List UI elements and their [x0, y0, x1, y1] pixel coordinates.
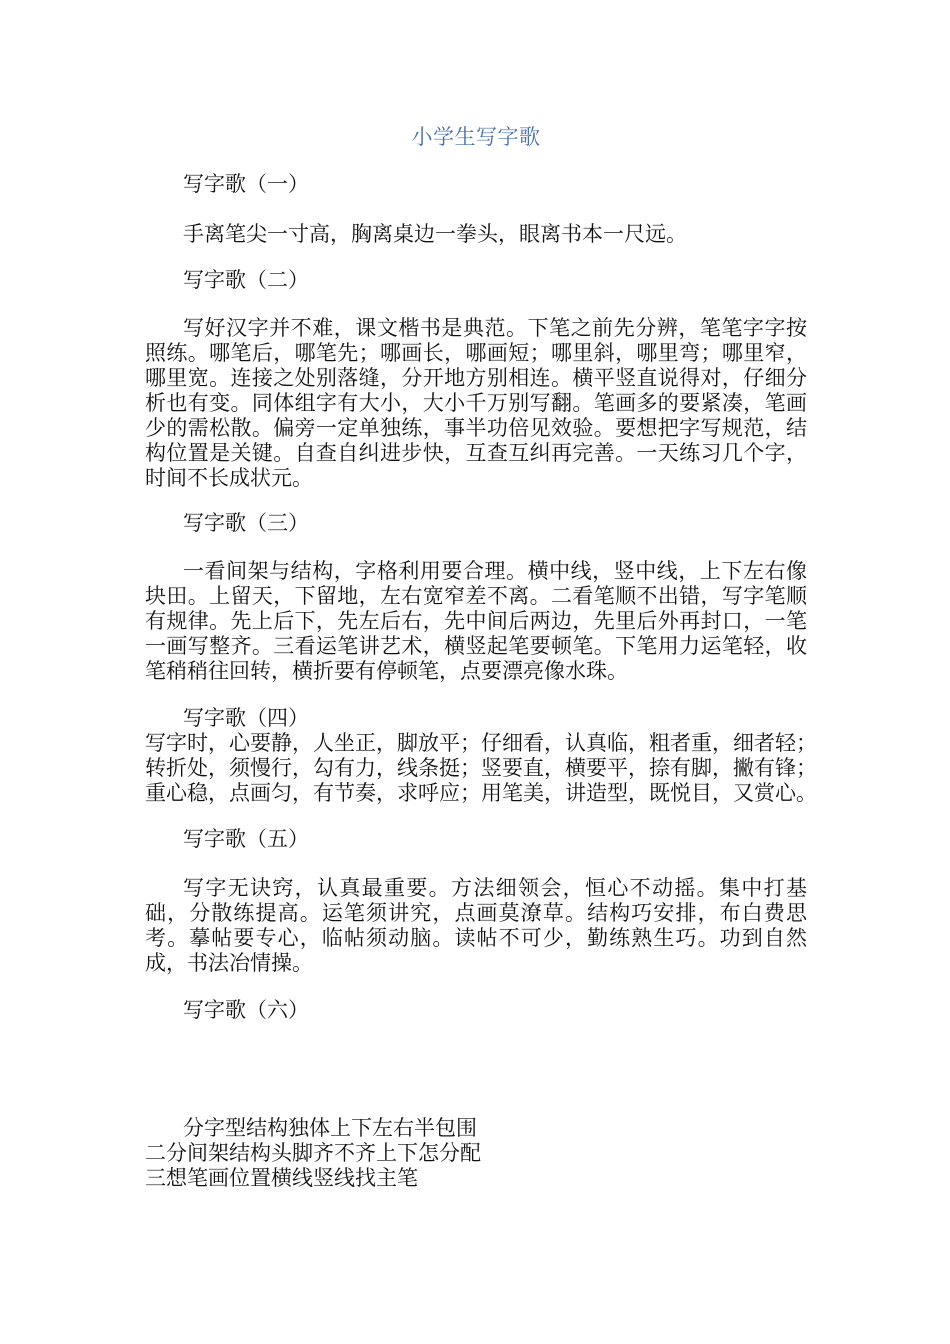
section-4-heading: 写字歌（四） — [183, 706, 309, 730]
section-5-heading: 写字歌（五） — [183, 827, 309, 851]
section-6-verse — [145, 1116, 807, 1191]
section-3-heading: 写字歌（三） — [183, 511, 309, 535]
document-title: 小学生写字歌 — [411, 125, 541, 149]
section-4-line: 转折处，须慢行，勾有力，线条挺；竖要直，横要平，捺有脚，撇有锋； — [145, 756, 817, 780]
section-2-heading: 写字歌（二） — [183, 268, 309, 292]
section-3-body: 一看间架与结构，字格利用要合理。横中线，竖中线，上下左右像块田。上留天，下留地，左右宽窄差不离。二看笔顺不出错，写字笔顺有规律。先上后下，先左后右，先中间后两边，先里后外再封口，一笔一画写整齐。三看运笔讲艺术，横竖起笔要顿笔。下笔用力运笔轻，收笔稍稍往回转，横折要有停顿笔，点要漂亮像水珠。 — [145, 559, 807, 683]
section-4-line: 重心稳，点画匀，有节奏，求呼应；用笔美，讲造型，既悦目，又赏心。 — [145, 781, 817, 805]
section-4-verse — [145, 731, 817, 806]
section-1-body: 手离笔尖一寸高，胸离桌边一拳头，眼离书本一尺远。 — [183, 222, 687, 246]
section-6-line: 三想笔画位置横线竖线找主笔 — [145, 1166, 418, 1190]
section-6-line: 二分间架结构头脚齐不齐上下怎分配 — [145, 1141, 481, 1165]
section-6-heading: 写字歌（六） — [183, 998, 309, 1022]
section-5-body: 写字无诀窍，认真最重要。方法细领会，恒心不动摇。集中打基础，分散练提高。运笔须讲究，点画莫潦草。结构巧安排，布白费思考。摹帖要专心，临帖须动脑。读帖不可少，勤练熟生巧。功到自然成，书法冶情操。 — [145, 876, 807, 975]
section-2-body: 写好汉字并不难，课文楷书是典范。下笔之前先分辨，笔笔字字按照练。哪笔后，哪笔先；哪画长，哪画短；哪里斜，哪里弯；哪里窄，哪里宽。连接之处别落缝，分开地方别相连。横平竖直说得对，仔细分析也有变。同体组字有大小，大小千万别写翻。笔画多的要紧凑，笔画少的需松散。偏旁一定单独练，事半功倍见效验。要想把字写规范，结构位置是关键。自查自纠进步快，互查互纠再完善。一天练习几个字，时间不长成状元。 — [145, 316, 807, 490]
section-4-line: 写字时，心要静，人坐正，脚放平；仔细看，认真临，粗者重，细者轻； — [145, 731, 817, 755]
section-1-heading: 写字歌（一） — [183, 172, 309, 196]
section-6-line: 分字型结构独体上下左右半包围 — [183, 1116, 477, 1140]
